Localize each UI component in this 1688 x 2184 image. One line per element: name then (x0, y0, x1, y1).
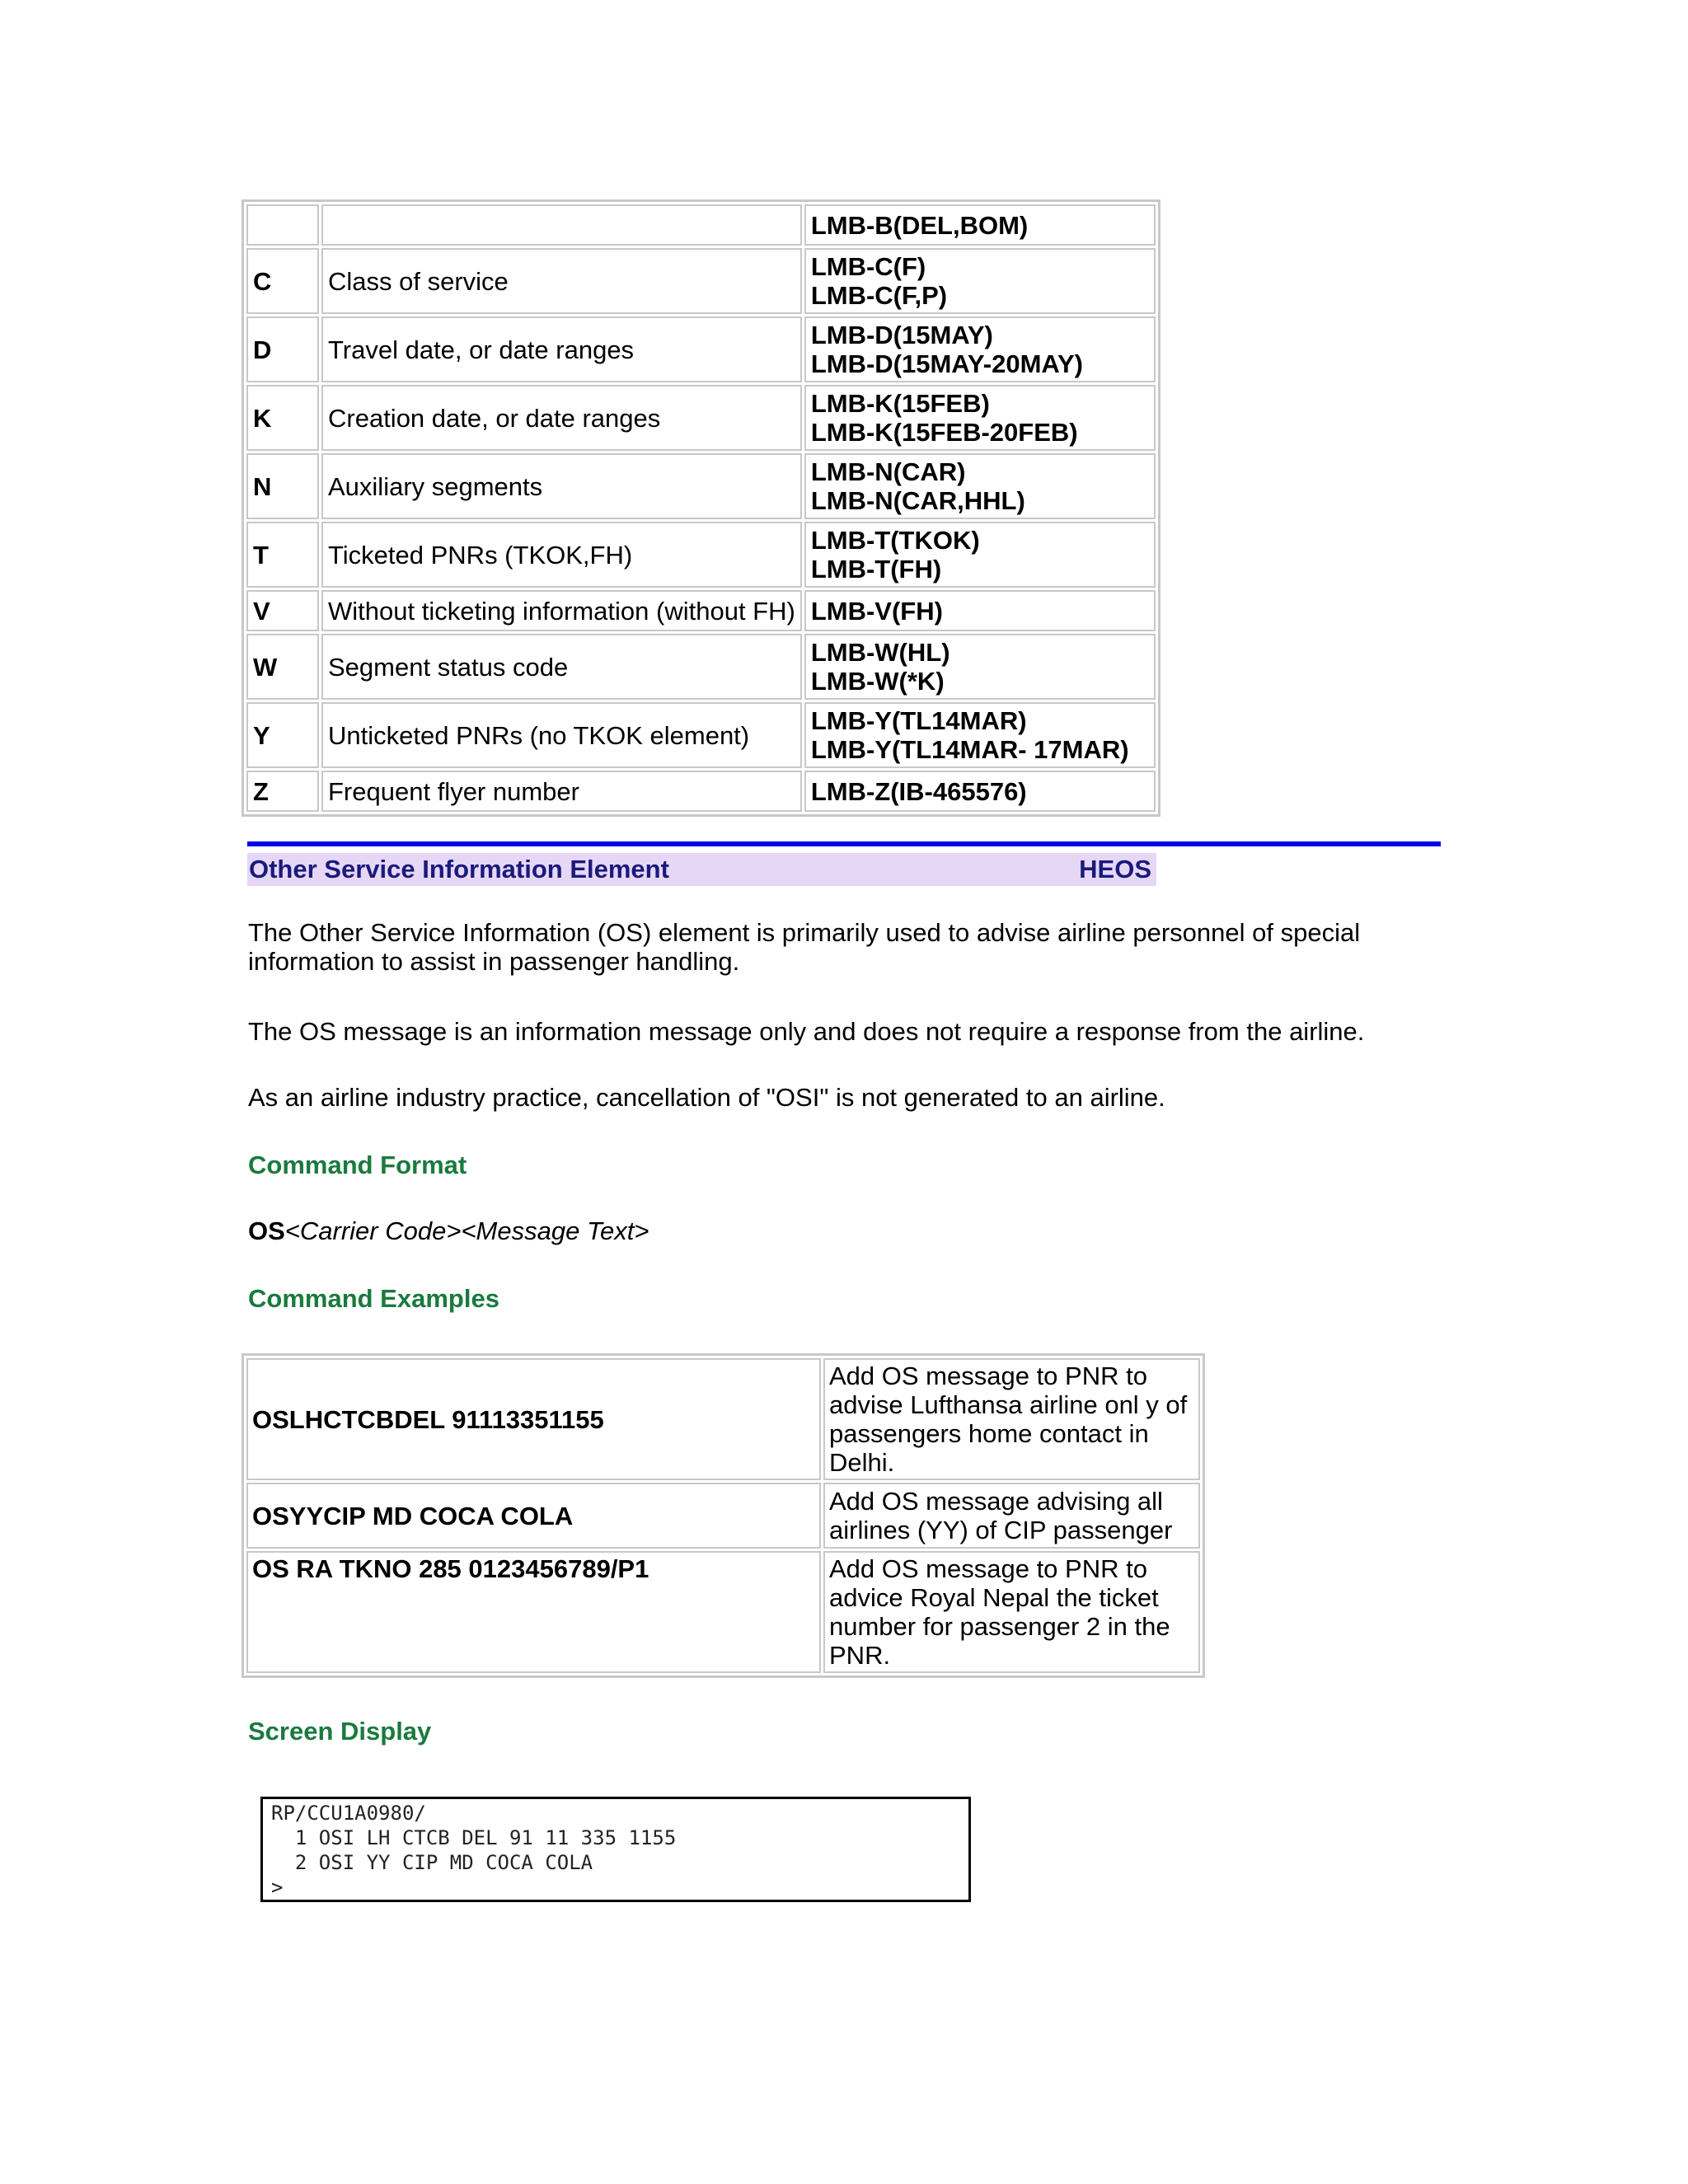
option-code: D (246, 316, 319, 382)
option-description: Creation date, or date ranges (321, 385, 802, 451)
option-example: LMB-Y(TL14MAR) LMB-Y(TL14MAR- 17MAR) (804, 702, 1156, 768)
table-row (246, 1551, 1200, 1673)
table-row (246, 771, 1156, 812)
screen-line: 1 OSI LH CTCB DEL 91 11 335 1155 (271, 1826, 677, 1849)
table-row (246, 1358, 1200, 1480)
screen-display-heading: Screen Display (248, 1717, 432, 1746)
info-paragraph: The OS message is an information message only and does not require a response from the airline. (248, 1017, 1365, 1046)
table-row (246, 385, 1156, 451)
option-description: Frequent flyer number (321, 771, 802, 812)
practice-paragraph: As an airline industry practice, cancellation of "OSI" is not generated to an airline. (248, 1083, 1165, 1112)
option-code: W (246, 634, 319, 700)
table-row (246, 634, 1156, 700)
option-example: LMB-C(F) LMB-C(F,P) (804, 248, 1156, 314)
option-example: LMB-V(FH) (804, 590, 1156, 631)
option-example: LMB-Z(IB-465576) (804, 771, 1156, 812)
option-example: LMB-N(CAR) LMB-N(CAR,HHL) (804, 453, 1156, 519)
screen-line: RP/CCU1A0980/ (271, 1802, 426, 1825)
section-divider (247, 841, 1441, 846)
command-cell: OSLHCTCBDEL 91113351155 (246, 1358, 821, 1480)
option-description: Class of service (321, 248, 802, 314)
screen-line: 2 OSI YY CIP MD COCA COLA (271, 1851, 593, 1874)
table-row (246, 590, 1156, 631)
option-code: V (246, 590, 319, 631)
command-format-heading: Command Format (248, 1151, 467, 1179)
table-row (246, 248, 1156, 314)
option-code: C (246, 248, 319, 314)
option-example: LMB-B(DEL,BOM) (804, 204, 1156, 246)
option-description: Ticketed PNRs (TKOK,FH) (321, 522, 802, 588)
table-row (246, 1483, 1200, 1549)
option-example: LMB-D(15MAY) LMB-D(15MAY-20MAY) (804, 316, 1156, 382)
option-example: LMB-T(TKOK) LMB-T(FH) (804, 522, 1156, 588)
option-example: LMB-W(HL) LMB-W(*K) (804, 634, 1156, 700)
options-table (241, 199, 1160, 817)
option-description: Unticketed PNRs (no TKOK element) (321, 702, 802, 768)
command-cell: OS RA TKNO 285 0123456789/P1 (246, 1551, 821, 1673)
screen-display (260, 1797, 971, 1902)
option-example: LMB-K(15FEB) LMB-K(15FEB-20FEB) (804, 385, 1156, 451)
option-code (246, 204, 319, 246)
section-title: Other Service Information Element (249, 855, 669, 883)
option-description: Auxiliary segments (321, 453, 802, 519)
command-description: Add OS message to PNR to advise Lufthansa airline onl y of passengers home contact in Delhi. (823, 1358, 1200, 1480)
screen-prompt: > (271, 1876, 284, 1899)
option-description (321, 204, 802, 246)
command-prefix: OS (248, 1216, 285, 1245)
option-code: Z (246, 771, 319, 812)
command-examples-table (241, 1353, 1205, 1678)
option-description: Travel date, or date ranges (321, 316, 802, 382)
command-description: Add OS message advising all airlines (YY) of CIP passenger (823, 1483, 1200, 1549)
table-row (246, 522, 1156, 588)
command-examples-heading: Command Examples (248, 1284, 499, 1313)
option-description: Segment status code (321, 634, 802, 700)
option-code: N (246, 453, 319, 519)
option-code: Y (246, 702, 319, 768)
command-format (248, 1216, 649, 1246)
command-cell: OSYYCIP MD COCA COLA (246, 1483, 821, 1549)
command-description: Add OS message to PNR to advice Royal Nepal the ticket number for passenger 2 in the PNR. (823, 1551, 1200, 1673)
option-description: Without ticketing information (without FH) (321, 590, 802, 631)
section-code: HEOS (1079, 855, 1151, 883)
table-row (246, 204, 1156, 246)
table-row (246, 453, 1156, 519)
option-code: K (246, 385, 319, 451)
option-code: T (246, 522, 319, 588)
command-params: <Carrier Code><Message Text> (284, 1216, 649, 1245)
intro-paragraph: The Other Service Information (OS) element is primarily used to advise airline personnel of special information to assist in passenger handling. (248, 918, 1361, 976)
table-row (246, 316, 1156, 382)
table-row (246, 702, 1156, 768)
section-heading (247, 853, 1156, 886)
